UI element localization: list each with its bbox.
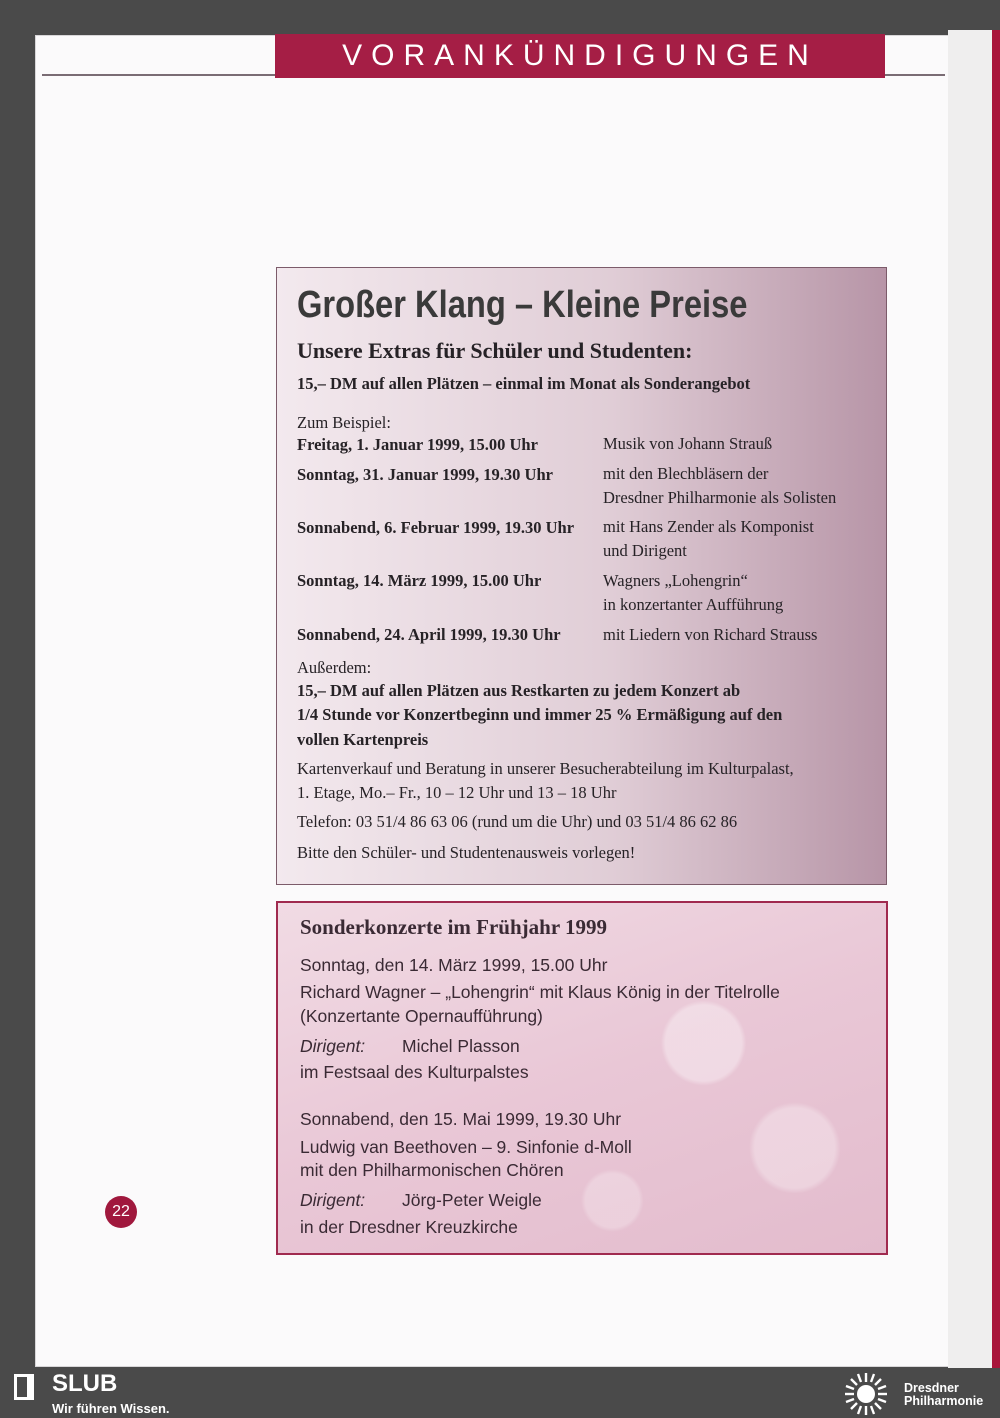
conductor-label: Dirigent:	[300, 1190, 366, 1210]
special-concerts-title: Sonderkonzerte im Frühjahr 1999	[300, 915, 608, 939]
section-header: VORANKÜNDIGUNGEN	[275, 34, 885, 78]
concert-note: mit den Philharmonischen Chören	[300, 1160, 564, 1180]
event-date: Sonntag, 14. März 1999, 15.00 Uhr	[297, 571, 542, 590]
event-desc-line: und Dirigent	[603, 541, 687, 560]
event-description	[603, 569, 783, 617]
concert-date: Sonntag, den 14. März 1999, 15.00 Uhr	[300, 955, 608, 975]
event-description	[603, 623, 817, 647]
event-description	[603, 432, 772, 456]
event-date: Sonnabend, 24. April 1999, 19.30 Uhr	[297, 625, 561, 644]
concert-date: Sonnabend, den 15. Mai 1999, 19.30 Uhr	[300, 1109, 622, 1129]
extra-offer-line: vollen Kartenpreis	[297, 730, 429, 749]
event-desc-line: mit Liedern von Richard Strauss	[603, 625, 818, 644]
ausserdem-label: Außerdem:	[297, 658, 372, 677]
student-offer-box	[276, 267, 887, 885]
example-label: Zum Beispiel:	[297, 413, 391, 432]
slub-tagline: Wir führen Wissen.	[52, 1401, 170, 1416]
slub-name: SLUB	[52, 1370, 118, 1397]
philharmonie-logo-icon	[842, 1370, 890, 1418]
event-desc-line: Wagners „Lohengrin“	[603, 571, 748, 590]
sales-line: 1. Etage, Mo.– Fr., 10 – 12 Uhr und 13 – 18 Uhr	[297, 783, 617, 802]
next-page-red-edge	[992, 30, 1000, 1370]
event-desc-line: Musik von Johann Strauß	[603, 434, 773, 453]
phone-line: Telefon: 03 51/4 86 63 06 (rund um die Uhr) und 03 51/4 86 62 86	[297, 812, 738, 831]
concert-conductor	[300, 1190, 542, 1211]
concert-note: (Konzertante Opernaufführung)	[300, 1006, 543, 1026]
concert-venue: in der Dresdner Kreuzkirche	[300, 1217, 518, 1237]
conductor-label: Dirigent:	[300, 1036, 366, 1056]
sales-line: Kartenverkauf und Beratung in unserer Besucherabteilung im Kulturpalast,	[297, 759, 794, 778]
event-date: Sonntag, 31. Januar 1999, 19.30 Uhr	[297, 465, 553, 484]
event-description	[603, 462, 836, 510]
event-date: Freitag, 1. Januar 1999, 15.00 Uhr	[297, 435, 538, 454]
event-desc-line: mit Hans Zender als Komponist	[603, 517, 814, 536]
slub-logo-icon	[12, 1372, 40, 1402]
event-desc-line: mit den Blechbläsern der	[603, 464, 769, 483]
event-description	[603, 515, 814, 563]
conductor-name: Jörg-Peter Weigle	[402, 1190, 542, 1210]
philharmonie-line: Philharmonie	[904, 1394, 984, 1408]
special-concerts-box	[276, 901, 888, 1255]
next-page-edge	[948, 30, 1000, 1370]
extra-offer-line: 1/4 Stunde vor Konzertbeginn und immer 25 % Ermäßigung auf den	[297, 705, 783, 724]
extra-offer-line: 15,– DM auf allen Plätzen aus Restkarten zu jedem Konzert ab	[297, 681, 741, 700]
offer-subtitle: Unsere Extras für Schüler und Studenten:	[297, 338, 693, 363]
event-desc-line: in konzertanter Aufführung	[603, 595, 784, 614]
philharmonie-line: Dresdner	[904, 1381, 959, 1395]
event-desc-line: Dresdner Philharmonie als Solisten	[603, 488, 837, 507]
offer-title: Großer Klang – Kleine Preise	[297, 284, 748, 326]
concert-conductor	[300, 1036, 520, 1057]
concert-program: Ludwig van Beethoven – 9. Sinfonie d-Moll	[300, 1137, 632, 1157]
page-number: 22	[105, 1196, 137, 1228]
event-date: Sonnabend, 6. Februar 1999, 19.30 Uhr	[297, 518, 575, 537]
id-note: Bitte den Schüler- und Studentenausweis vorlegen!	[297, 843, 636, 862]
concert-program: Richard Wagner – „Lohengrin“ mit Klaus König in der Titelrolle	[300, 982, 780, 1002]
conductor-name: Michel Plasson	[402, 1036, 520, 1056]
offer-price: 15,– DM auf allen Plätzen – einmal im Monat als Sonderangebot	[297, 374, 751, 393]
concert-venue: im Festsaal des Kulturpalstes	[300, 1062, 529, 1082]
philharmonie-name	[904, 1382, 983, 1408]
